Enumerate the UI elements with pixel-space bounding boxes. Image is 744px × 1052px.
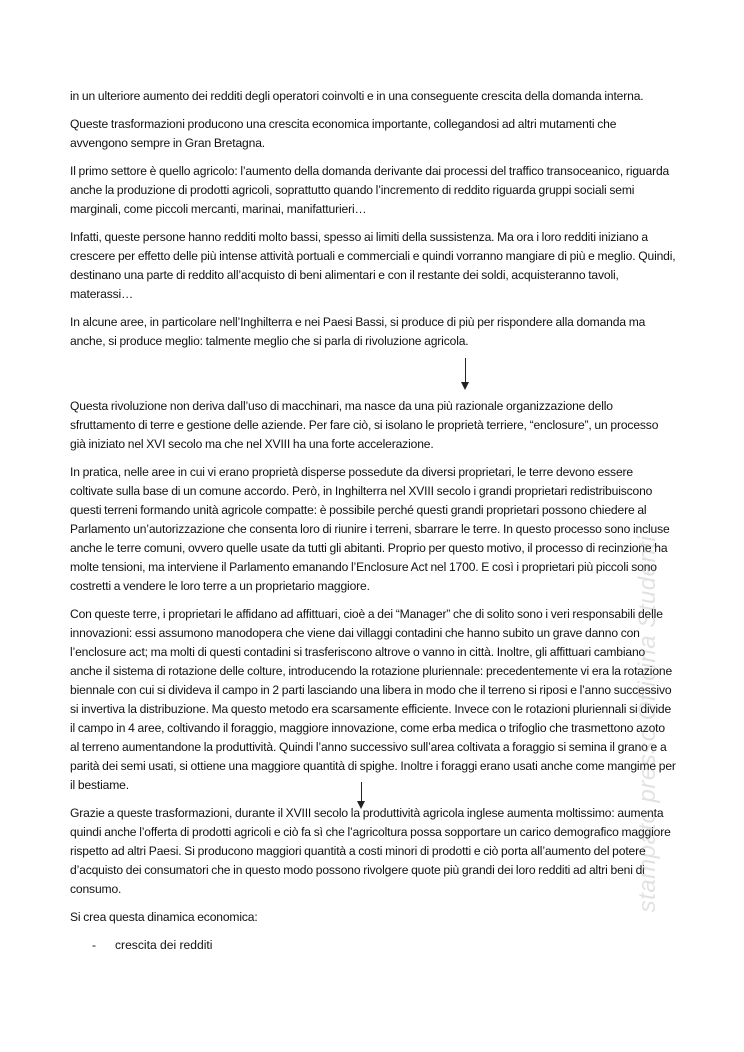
paragraph: Queste trasformazioni producono una crescita economica importante, collegandosi ad altri mutamenti che avvengono sempre in Gran Bretagna. <box>70 117 617 150</box>
dash-bullet: - <box>92 938 97 952</box>
paragraph: Infatti, queste persone hanno redditi molto bassi, spesso ai limiti della sussistenza. Ma ora i loro redditi iniziano a crescere per effetto delle più intense attività portuali e commerciali e quindi vorranno mangiare di più e meglio. Quindi, destinano una parte di reddito all’acquisto di beni alimentari e con il restante dei soldi, acquisteranno tavoli, materassi… <box>70 230 676 301</box>
paragraph: Grazie a queste trasformazioni, durante il XVIII secolo la produttività agricola inglese aumenta moltissimo: aumenta quindi anche l’offerta di prodotti agricoli e ciò fa sì che l’agricoltura possa sopportare un carico demografico maggiore rispetto ad altri Paesi. Si producono maggiori quantità a costi minori di prodotti e ciò porta all’aumento del potere d’acquisto dei consumatori che in questo modo possono rivolgere quote più grandi dei loro redditi ad altri beni di consumo. <box>70 806 671 896</box>
paragraph: In pratica, nelle aree in cui vi erano proprietà disperse possedute da diversi proprietari, le terre devono essere coltivate sulla base di un comune accordo. Però, in Inghilterra nel XVIII secolo i grandi proprietari redistribuiscono questi terreni formando unità agricole compatte: è possibile perché questi grandi proprietari possono chiedere al Parlamento un’autorizzazione che consenta loro di riunire i terreni, sbarrare le terre. In questo processo sono incluse anche le terre comuni, ovvero quelle usate da tutti gli abitanti. Proprio per questo motivo, il processo di recinzione ha molte tensioni, ma interviene il Parlamento emanando l’Enclosure Act nel 1700. E così i proprietari più piccoli sono costretti a vendere le loro terre a un proprietario maggiore. <box>70 465 670 593</box>
watermark: stampato presso Officina Studenti <box>634 535 661 913</box>
paragraph: in un ulteriore aumento dei redditi degli operatori coinvolti e in una conseguente crescita della domanda interna. <box>70 89 644 103</box>
list-item-text: crescita dei redditi <box>115 938 213 952</box>
paragraph: Con queste terre, i proprietari le affidano ad affittuari, cioè a dei “Manager” che di solito sono i veri responsabili delle innovazioni: essi assumono manodopera che viene dai villaggi contadini che hanno subito un grave danno con l’enclosure act; ma molti di questi contadini si trasferiscono altrove o vanno in città. Inoltre, gli affittuari cambiano anche il sistema di rotazione delle colture, introducendo la rotazione pluriennale: precedentemente vi era la rotazione biennale con cui si divideva il campo in 2 parti lasciando una libera in modo che il terreno si riposi e l’anno successivo si invertiva la distribuzione. Ma questo metodo era scarsamente efficiente. Invece con le rotazioni pluriennali si divide il campo in 4 aree, coltivando il foraggio, maggiore innovazione, come erba medica o trifoglio che trasmettono azoto al terreno aumentandone la produttività. Quindi l’anno successivo sull’area coltivata a foraggio si semina il grano e a parità dei semi usati, si ottiene una maggiore quantità di spighe. Inoltre i foraggi erano usati anche come mangime per il bestiame. <box>70 607 676 792</box>
dash-list <box>70 936 676 955</box>
paragraph: In alcune aree, in particolare nell’Inghilterra e nei Paesi Bassi, si produce di più per rispondere alla domanda ma anche, si produce meglio: talmente meglio che si parla di rivoluzione agricola. <box>70 315 646 348</box>
paragraph: Si crea questa dinamica economica: <box>70 910 258 924</box>
document-page <box>70 87 676 955</box>
arrow-gap <box>70 351 676 397</box>
paragraph: Questa rivoluzione non deriva dall’uso di macchinari, ma nasce da una più razionale organizzazione dello sfruttamento di terre e gestione delle aziende. Per fare ciò, si isolano le proprietà terriere, “enclosure”, un processo già iniziato nel XVI secolo ma che nel XVIII ha una forte accelerazione. <box>70 399 659 451</box>
paragraph: Il primo settore è quello agricolo: l’aumento della domanda derivante dai processi del traffico transoceanico, riguarda anche la produzione di prodotti agricoli, soprattutto quando l’incremento di reddito riguarda gruppi sociali semi marginali, come piccoli mercanti, marinai, manifatturieri… <box>70 164 670 216</box>
list-item <box>70 936 676 955</box>
